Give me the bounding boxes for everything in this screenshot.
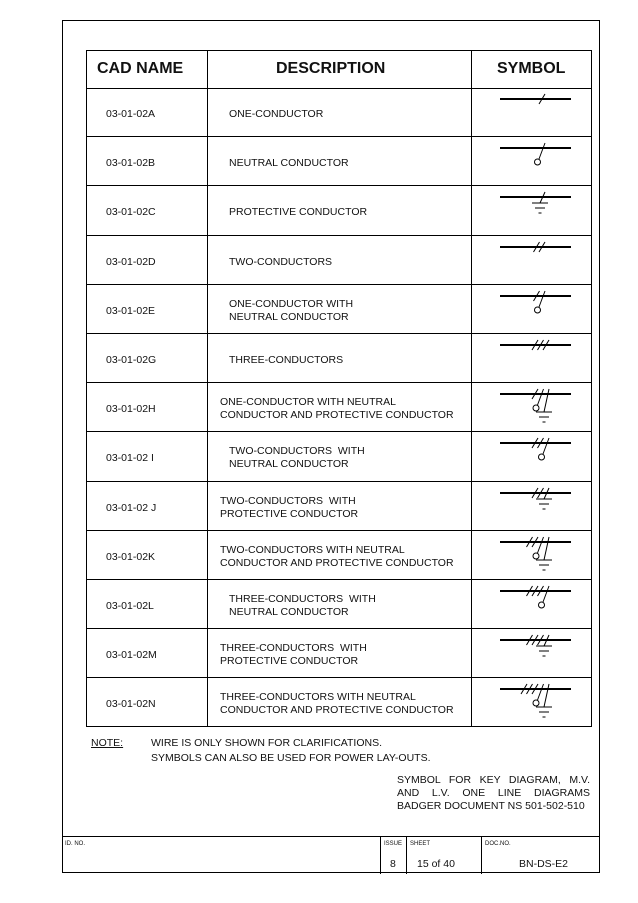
header-symbol: SYMBOL (497, 60, 566, 77)
table-row (87, 88, 591, 137)
cad-name-cell: 03-01-02E (106, 304, 156, 317)
description-cell: THREE-CONDUCTORS (229, 354, 344, 366)
issue-label: ISSUE (384, 841, 403, 847)
footer-sheet-cell (406, 837, 481, 874)
table-row (87, 383, 591, 432)
wiring-symbol (500, 186, 580, 234)
cad-name-cell: 03-01-02A (106, 108, 156, 120)
table-row (87, 236, 591, 285)
description-cell: PROTECTIVE CONDUCTOR (229, 206, 368, 219)
description-cell: ONE-CONDUCTOR WITH NEUTRAL CONDUCTOR AND PROTECTIVE CONDUCTOR (220, 396, 454, 422)
protective-stroke (544, 537, 549, 560)
protective-stroke (544, 684, 549, 707)
neutral-stroke (539, 291, 545, 307)
sheet-value: 15 of 40 (417, 858, 455, 870)
note-label: NOTE: (91, 737, 124, 749)
description-cell: NEUTRAL CONDUCTOR (229, 157, 349, 170)
neutral-stroke (543, 586, 549, 602)
note-line: SYMBOLS CAN ALSO BE USED FOR POWER LAY-OUTS. (151, 752, 431, 764)
title-line: SYMBOL FOR KEY DIAGRAM, M.V. (397, 774, 590, 786)
table-row (87, 285, 591, 334)
wiring-symbol (500, 432, 580, 480)
wiring-symbol (500, 531, 580, 579)
neutral-circle (533, 700, 539, 706)
doc-value: BN-DS-E2 (519, 858, 569, 870)
table-row (87, 334, 591, 383)
title-line: BADGER DOCUMENT NS 501-502-510 (397, 800, 585, 812)
footer-id-cell (62, 837, 380, 874)
symbol-table (86, 50, 592, 727)
wiring-symbol (500, 285, 580, 333)
table-row (87, 432, 591, 481)
neutral-stroke (543, 438, 549, 454)
neutral-circle (539, 454, 545, 460)
wiring-symbol (500, 334, 580, 382)
description-cell: THREE-CONDUCTORS WITH PROTECTIVE CONDUCTOR (220, 642, 367, 668)
wiring-symbol (500, 236, 580, 284)
cad-name-cell: 03-01-02H (106, 403, 156, 416)
cad-name-cell: 03-01-02D (106, 255, 156, 268)
wiring-symbol (500, 88, 580, 136)
description-cell: ONE-CONDUCTOR WITH NEUTRAL CONDUCTOR (229, 297, 354, 323)
cad-name-cell: 03-01-02G (106, 354, 157, 366)
note-line: WIRE IS ONLY SHOWN FOR CLARIFICATIONS. (151, 737, 383, 749)
neutral-circle (533, 553, 539, 559)
cad-name-cell: 03-01-02L (106, 600, 154, 612)
description-cell: TWO-CONDUCTORS WITH PROTECTIVE CONDUCTOR (220, 494, 359, 520)
cad-name-cell: 03-01-02K (106, 550, 156, 563)
description-cell: TWO-CONDUCTORS WITH NEUTRAL CONDUCTOR (229, 445, 365, 471)
protective-stroke (544, 389, 549, 412)
table-row (87, 137, 591, 186)
footer-doc-cell (481, 837, 600, 874)
cad-name-cell: 03-01-02 J (106, 501, 157, 514)
issue-value: 8 (390, 858, 396, 870)
header-description: DESCRIPTION (276, 60, 386, 77)
neutral-circle (535, 159, 541, 165)
cad-name-cell: 03-01-02 I (106, 452, 154, 465)
wiring-symbol (500, 482, 580, 530)
table-row (87, 629, 591, 678)
description-cell: THREE-CONDUCTORS WITH NEUTRAL CONDUCTOR (229, 593, 376, 618)
table-row (87, 580, 591, 629)
table-row (87, 186, 591, 235)
neutral-stroke (539, 143, 545, 159)
footer-title-block (62, 836, 600, 874)
sheet-label: SHEET (410, 841, 431, 847)
neutral-stroke (538, 389, 544, 405)
wiring-symbol (500, 580, 580, 628)
title-line: AND L.V. ONE LINE DIAGRAMS (397, 787, 590, 799)
id-label: ID. NO. (65, 841, 86, 847)
neutral-stroke (538, 684, 544, 700)
header-cad-name: CAD NAME (97, 60, 184, 77)
table-row (87, 531, 591, 580)
description-cell: ONE-CONDUCTOR (229, 108, 324, 120)
wiring-symbol (500, 137, 580, 185)
description-cell: TWO-CONDUCTORS WITH NEUTRAL CONDUCTOR AND PROTECTIVE CONDUCTOR (220, 543, 454, 569)
cad-name-cell: 03-01-02N (106, 698, 156, 711)
neutral-circle (535, 307, 541, 313)
table-row (87, 482, 591, 531)
cad-name-cell: 03-01-02C (106, 206, 156, 219)
footer-issue-cell (380, 837, 406, 874)
description-cell: THREE-CONDUCTORS WITH NEUTRAL CONDUCTOR AND PROTECTIVE CONDUCTOR (220, 691, 454, 717)
wiring-symbol (500, 678, 580, 726)
neutral-stroke (538, 537, 544, 553)
table-row (87, 678, 591, 727)
cad-name-cell: 03-01-02B (106, 157, 156, 170)
doc-label: DOC.NO. (485, 841, 511, 847)
cad-name-cell: 03-01-02M (106, 649, 157, 662)
wiring-symbol (500, 383, 580, 431)
table-header (87, 51, 591, 89)
wiring-symbol (500, 629, 580, 677)
description-cell: TWO-CONDUCTORS (229, 255, 333, 268)
document-title (397, 774, 590, 813)
neutral-circle (539, 602, 545, 608)
neutral-circle (533, 405, 539, 411)
